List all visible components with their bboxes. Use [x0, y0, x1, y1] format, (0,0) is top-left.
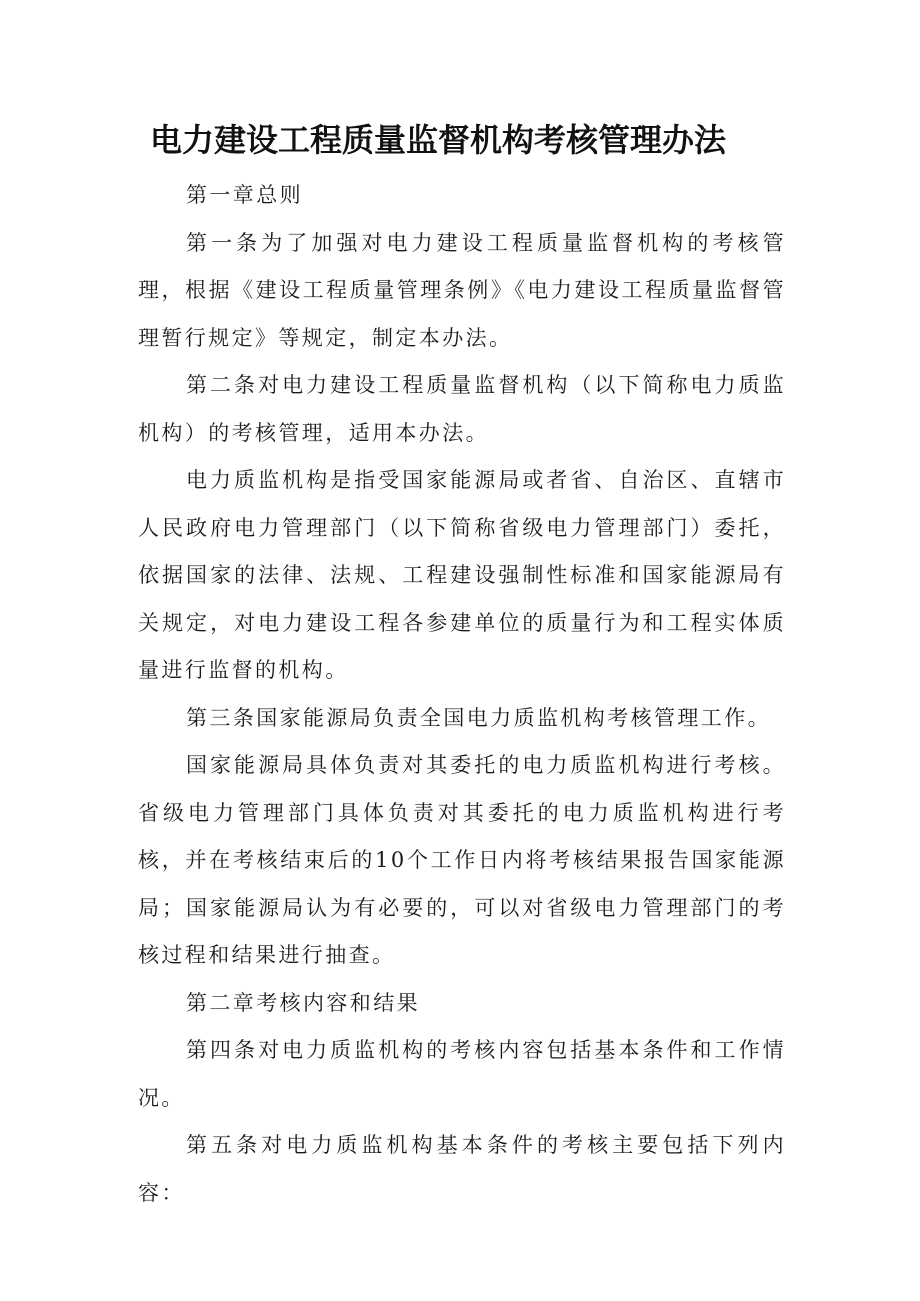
document-title: 电力建设工程质量监督机构考核管理办法 [150, 121, 727, 159]
chapter-heading: 第一章总则 [186, 183, 303, 207]
article-paragraph: 电力质监机构是指受国家能源局或者省、自治区、直辖市人民政府电力管理部门（以下简称省级电力管理部门）委托，依据国家的法律、法规、工程建设强制性标准和国家能源局有关规定，对电力建设工程各参建单位的质量行为和工程实体质量进行监督的机构。 [138, 468, 786, 682]
article-paragraph: 第二条对电力建设工程质量监督机构（以下简称电力质监机构）的考核管理，适用本办法。 [138, 373, 786, 445]
article-paragraph: 第四条对电力质监机构的考核内容包括基本条件和工作情况。 [138, 1038, 786, 1110]
article-paragraph: 第一条为了加强对电力建设工程质量监督机构的考核管理，根据《建设工程质量管理条例》《电力建设工程质量监督管理暂行规定》等规定，制定本办法。 [138, 230, 786, 350]
article-paragraph: 第五条对电力质监机构基本条件的考核主要包括下列内容： [138, 1133, 786, 1205]
article-paragraph: 第三条国家能源局负责全国电力质监机构考核管理工作。 [186, 705, 771, 730]
document-body [138, 172, 786, 1217]
chapter-heading: 第二章考核内容和结果 [186, 990, 420, 1015]
article-paragraph: 国家能源局具体负责对其委托的电力质监机构进行考核。省级电力管理部门具体负责对其委托的电力质监机构进行考核，并在考核结束后的10个工作日内将考核结果报告国家能源局；国家能源局认为有必要的，可以对省级电力管理部门的考核过程和结果进行抽查。 [138, 753, 786, 967]
